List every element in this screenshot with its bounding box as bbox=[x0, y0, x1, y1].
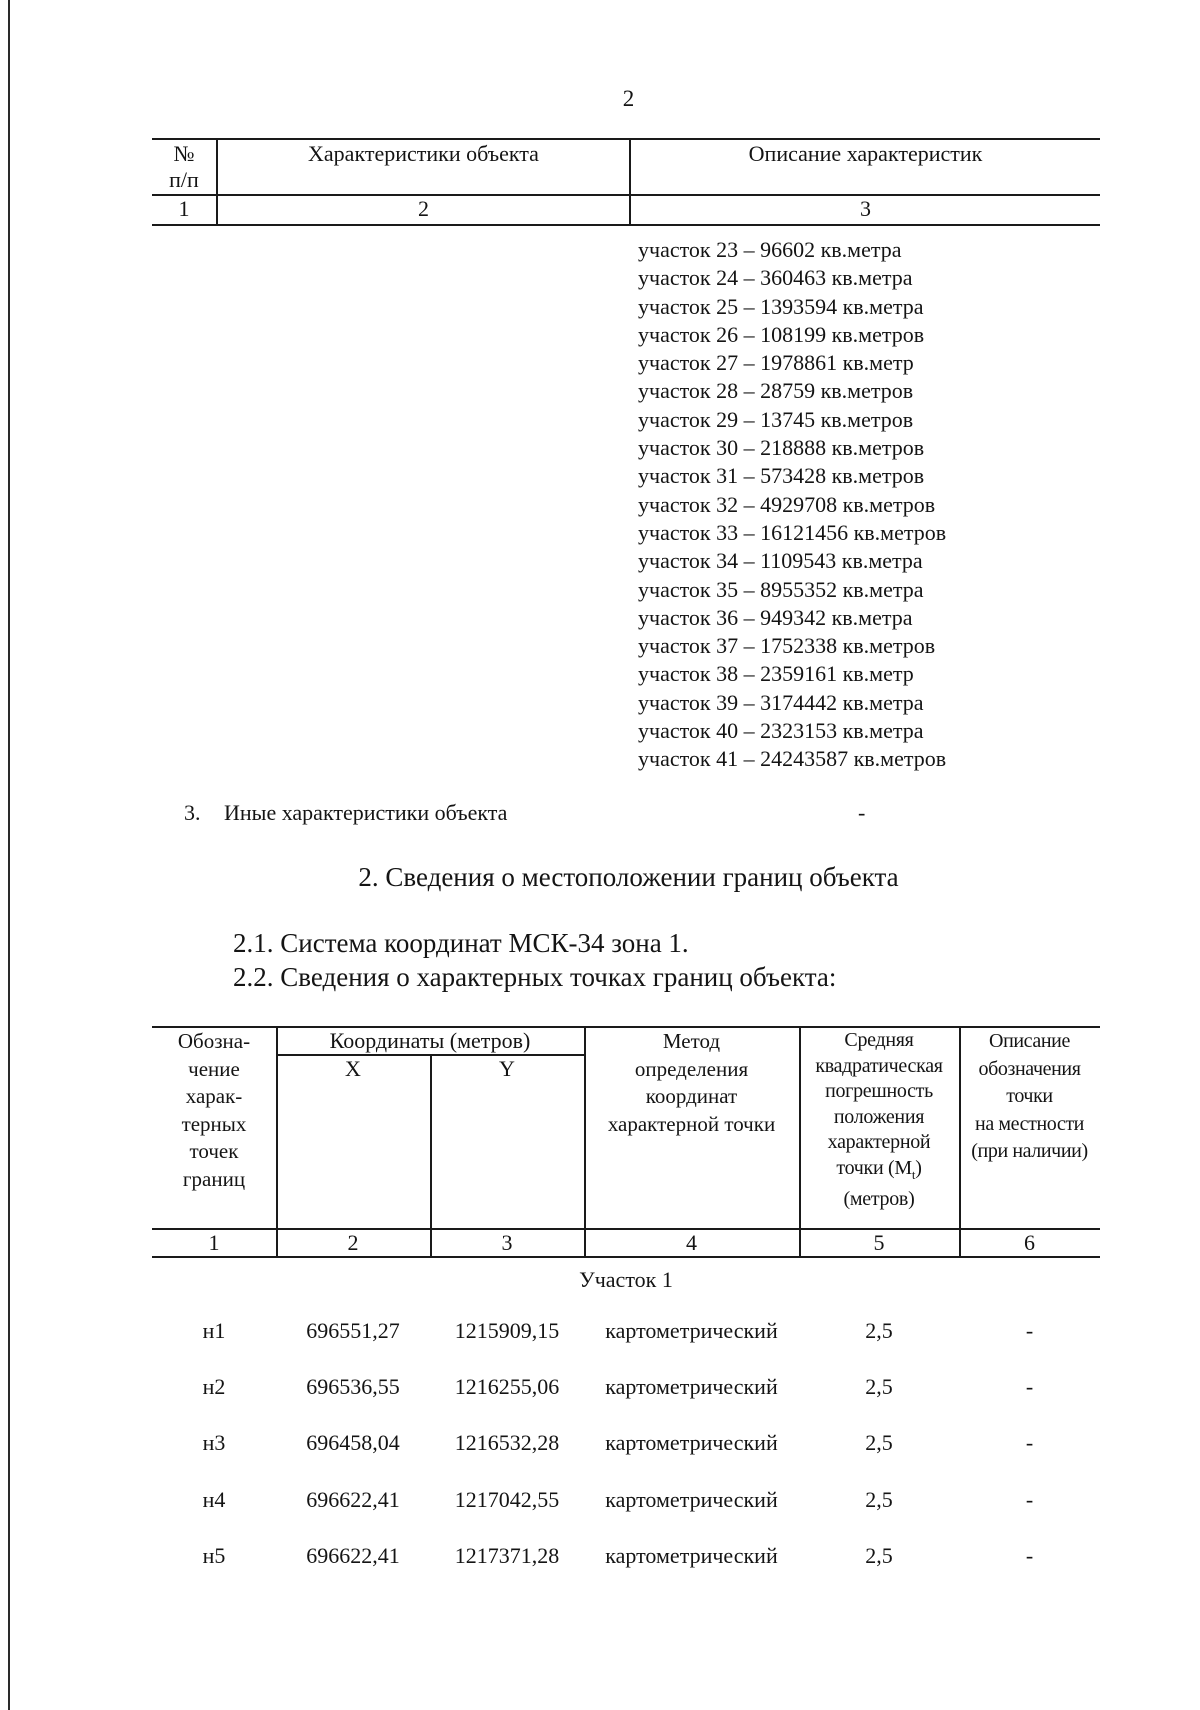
header-text: терных bbox=[181, 1111, 247, 1136]
table-row bbox=[152, 1374, 1100, 1430]
header-col-num-2: 2 bbox=[347, 1230, 359, 1255]
point-y: 1217371,28 bbox=[454, 1542, 560, 1568]
point-id: н4 bbox=[202, 1486, 226, 1512]
header-subscript: t bbox=[911, 1166, 916, 1182]
header-y: Y bbox=[499, 1056, 515, 1081]
header-text-part: ) bbox=[915, 1156, 922, 1179]
list-item: участок 23 – 96602 кв.метра bbox=[638, 237, 902, 262]
list-item: участок 31 – 573428 кв.метров bbox=[638, 463, 925, 489]
header-text: характерной bbox=[827, 1131, 931, 1153]
point-id: н3 bbox=[202, 1430, 226, 1456]
header-text: точек bbox=[189, 1139, 239, 1163]
section-title: 2. Сведения о местоположении границ объекта bbox=[358, 862, 899, 892]
header-text: Обозна- bbox=[177, 1029, 251, 1053]
point-description: - bbox=[1025, 1374, 1034, 1400]
header-text: положения bbox=[833, 1105, 925, 1128]
header-text: квадратическая bbox=[815, 1054, 943, 1077]
header-text: границ bbox=[182, 1166, 246, 1191]
header-text: на местности bbox=[975, 1112, 1084, 1135]
point-x: 696458,04 bbox=[306, 1430, 400, 1456]
point-x: 696622,41 bbox=[306, 1486, 400, 1512]
header-text: обозначения bbox=[978, 1057, 1081, 1080]
header-col-num-1: 1 bbox=[208, 1230, 220, 1255]
header-text-part: точки (M bbox=[836, 1156, 912, 1179]
header-col-num-6: 6 bbox=[1024, 1230, 1035, 1255]
point-x: 696536,55 bbox=[306, 1374, 400, 1400]
point-x: 696622,41 bbox=[306, 1542, 400, 1568]
header-col-num-3: 3 bbox=[860, 196, 871, 221]
point-x: 696551,27 bbox=[306, 1318, 400, 1343]
item-number: 3. bbox=[184, 800, 201, 825]
point-method: картометрический bbox=[605, 1430, 778, 1456]
boundary-points-table-header bbox=[152, 1026, 1100, 1256]
list-item: участок 38 – 2359161 кв.метр bbox=[638, 661, 914, 687]
header-method bbox=[584, 1028, 799, 1138]
boundary-points-heading: 2.2. Сведения о характерных точках границ объекта: bbox=[233, 962, 837, 992]
header-col-num-4: 4 bbox=[686, 1230, 697, 1255]
header-text: чение bbox=[188, 1056, 240, 1081]
point-error: 2,5 bbox=[865, 1318, 893, 1343]
list-item: участок 35 – 8955352 кв.метра bbox=[638, 576, 924, 602]
table-rule bbox=[430, 1054, 432, 1257]
point-method: картометрический bbox=[605, 1542, 778, 1568]
page-number: 2 bbox=[622, 86, 635, 111]
scan-edge-line bbox=[8, 0, 10, 1710]
boundary-points-rows bbox=[152, 1318, 1100, 1599]
point-id: н2 bbox=[202, 1374, 226, 1400]
point-error: 2,5 bbox=[865, 1542, 893, 1568]
point-y: 1216532,28 bbox=[454, 1430, 560, 1456]
item-value: - bbox=[858, 800, 866, 825]
header-description: Описание характеристик bbox=[748, 141, 983, 166]
point-id: н1 bbox=[202, 1318, 226, 1343]
list-item: участок 40 – 2323153 кв.метра bbox=[638, 718, 924, 744]
list-item: участок 26 – 108199 кв.метров bbox=[638, 321, 925, 347]
header-text: (метров) bbox=[843, 1188, 915, 1210]
header-text: координат bbox=[645, 1084, 738, 1108]
point-method: картометрический bbox=[605, 1486, 778, 1512]
list-item: участок 34 – 1109543 кв.метра bbox=[638, 548, 923, 574]
point-method: картометрический bbox=[605, 1318, 778, 1343]
header-text: точки bbox=[1006, 1085, 1053, 1107]
list-item: участок 33 – 16121456 кв.метров bbox=[638, 519, 947, 545]
header-coordinates: Координаты (метров) bbox=[329, 1028, 531, 1053]
header-point-description bbox=[959, 1028, 1100, 1166]
header-point-designation bbox=[152, 1028, 276, 1193]
point-description: - bbox=[1025, 1430, 1034, 1456]
point-description: - bbox=[1025, 1486, 1034, 1512]
list-item: участок 39 – 3174442 кв.метра bbox=[638, 689, 924, 715]
header-text: харак- bbox=[185, 1084, 243, 1108]
header-col-num-3: 3 bbox=[501, 1230, 513, 1255]
item-label: Иные характеристики объекта bbox=[224, 800, 508, 825]
list-item: участок 28 – 28759 кв.метров bbox=[638, 378, 914, 404]
header-text: Средняя bbox=[844, 1029, 914, 1051]
parcel-title: Участок 1 bbox=[579, 1267, 673, 1292]
header-text: характерной точки bbox=[607, 1111, 776, 1136]
list-item: участок 27 – 1978861 кв.метр bbox=[638, 350, 914, 376]
point-error: 2,5 bbox=[865, 1374, 893, 1400]
point-method: картометрический bbox=[605, 1374, 778, 1400]
coordinate-system-line: 2.1. Система координат МСК-34 зона 1. bbox=[233, 928, 689, 958]
parcel-area-list bbox=[638, 236, 946, 774]
point-id: н5 bbox=[202, 1542, 226, 1568]
characteristics-table-header bbox=[152, 138, 1100, 224]
header-characteristics: Характеристики объекта bbox=[308, 141, 539, 166]
header-text: (при наличии) bbox=[971, 1140, 1088, 1162]
list-item: участок 37 – 1752338 кв.метров bbox=[638, 633, 936, 659]
list-item: участок 29 – 13745 кв.метров bbox=[638, 406, 914, 432]
header-x: X bbox=[345, 1056, 361, 1081]
header-col-num-1: 1 bbox=[178, 196, 190, 221]
header-col-num-2: 2 bbox=[418, 196, 429, 221]
point-error: 2,5 bbox=[865, 1486, 893, 1512]
header-text bbox=[799, 1156, 959, 1188]
list-item: участок 32 – 4929708 кв.метров bbox=[638, 491, 936, 517]
table-row bbox=[152, 1430, 1100, 1486]
header-number-sign bbox=[152, 141, 216, 193]
list-item: участок 36 – 949342 кв.метра bbox=[638, 604, 913, 630]
header-text: Метод bbox=[662, 1029, 721, 1053]
point-y: 1217042,55 bbox=[454, 1486, 560, 1512]
header-mean-square-error bbox=[799, 1028, 959, 1213]
header-text: определения bbox=[634, 1056, 749, 1081]
point-y: 1216255,06 bbox=[454, 1374, 560, 1400]
header-number-sign-text: № bbox=[173, 141, 195, 166]
header-col-num-5: 5 bbox=[873, 1230, 885, 1255]
point-y: 1215909,15 bbox=[454, 1318, 560, 1343]
point-description: - bbox=[1025, 1542, 1034, 1568]
list-item: участок 25 – 1393594 кв.метра bbox=[638, 293, 924, 319]
point-description: - bbox=[1025, 1318, 1034, 1343]
list-item: участок 24 – 360463 кв.метра bbox=[638, 265, 913, 291]
list-item: участок 30 – 218888 кв.метров bbox=[638, 435, 925, 461]
table-row bbox=[152, 1487, 1100, 1543]
table-rule bbox=[152, 138, 1100, 140]
table-rule bbox=[152, 224, 1100, 226]
header-text: Описание bbox=[989, 1030, 1070, 1052]
list-item: участок 41 – 24243587 кв.метров bbox=[638, 746, 947, 772]
table-row bbox=[152, 1318, 1100, 1374]
header-pp-text: п/п bbox=[169, 167, 199, 192]
point-error: 2,5 bbox=[865, 1430, 893, 1456]
header-text: погрешность bbox=[825, 1080, 933, 1102]
table-row bbox=[152, 1543, 1100, 1599]
